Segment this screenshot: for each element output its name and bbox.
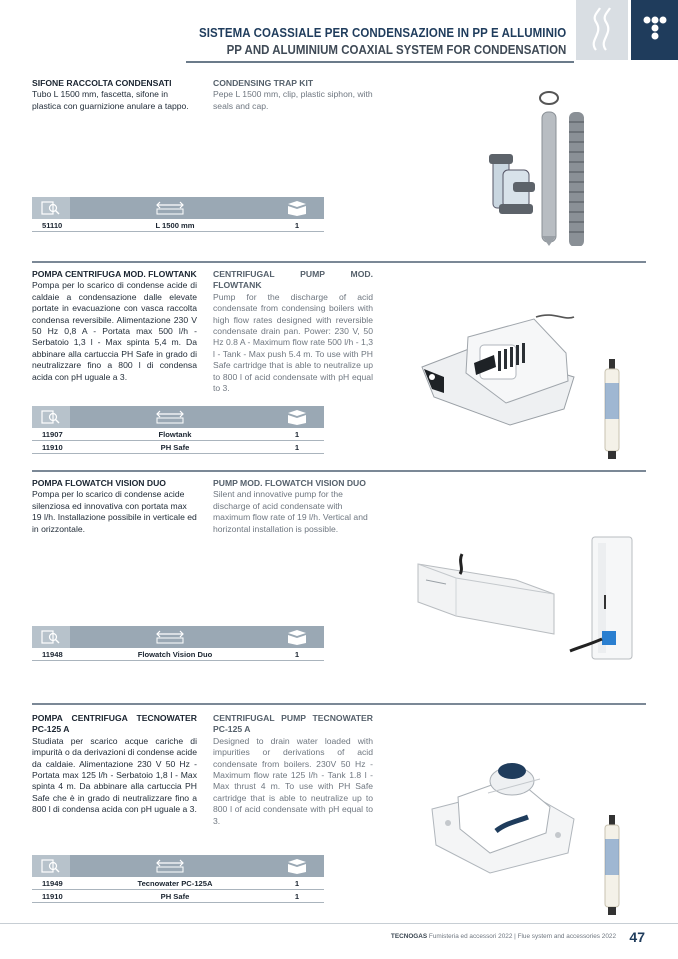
description-italian (32, 269, 197, 383)
product-section-flowtank (32, 269, 646, 459)
table-row (32, 877, 324, 890)
product-title-italian: POMPA CENTRIFUGA TECNOWATER PC-125 A (32, 713, 197, 735)
description-english (213, 78, 373, 112)
product-title-english: CENTRIFUGAL PUMP MOD. FLOWTANK (213, 269, 373, 291)
footer-brand: TECNOGAS (390, 933, 428, 940)
product-table (32, 197, 324, 232)
row-quantity: 1 (294, 220, 300, 230)
footer-catalog-title: Fumisteria ed accessori 2022 | Flue system and accessories 2022 (428, 933, 616, 940)
product-title-english: CENTRIFUGAL PUMP TECNOWATER PC-125 A (213, 713, 373, 735)
header-titles (167, 26, 566, 57)
flowatch-vertical-image (568, 535, 634, 661)
product-desc-italian: Pompa per lo scarico di condense acide silenziosa ed innovativa con portata max 19 l/h. Installazione possibile in verticale ed in orizzontale. (32, 489, 197, 534)
page-title-italian: SISTEMA COASSIALE PER CONDENSAZIONE IN PP E ALLUMINIO (198, 26, 566, 40)
row-description: L 1500 mm (155, 220, 195, 230)
brand-dots-logo (631, 0, 678, 60)
product-section-trap-kit (32, 78, 646, 238)
product-table (32, 855, 324, 903)
row-quantity: 1 (294, 878, 300, 888)
table-header (32, 855, 324, 877)
product-title-italian: SIFONE RACCOLTA CONDENSATI (32, 78, 172, 88)
length-measure-icon (155, 630, 185, 644)
product-desc-italian: Tubo L 1500 mm, fascetta, sifone in plastica con guarnizione anulare a tappo. (32, 89, 189, 111)
page-number: 47 (629, 929, 645, 945)
length-measure-icon (155, 410, 185, 424)
section-divider (32, 470, 646, 472)
flowatch-horizontal-image (416, 544, 558, 640)
row-description: Tecnowater PC-125A (137, 878, 213, 888)
row-description: PH Safe (160, 442, 190, 452)
section-divider (32, 261, 646, 263)
section-divider (32, 703, 646, 705)
ph-safe-cartridge-image (600, 815, 624, 915)
description-english (213, 478, 373, 535)
table-row (32, 890, 324, 903)
table-row (32, 648, 324, 661)
product-code-icon (41, 409, 61, 425)
product-table (32, 406, 324, 454)
product-desc-english: Silent and innovative pump for the discharge of acid condensate with maximum flow rate of 19 l/h. Vertical and horizontal installation is possible. (213, 489, 368, 534)
product-title-english: PUMP MOD. FLOWATCH VISION DUO (213, 478, 366, 488)
product-code-icon (41, 629, 61, 645)
row-quantity: 1 (294, 891, 300, 901)
table-header (32, 406, 324, 428)
row-code: 11949 (42, 878, 63, 888)
row-quantity: 1 (294, 649, 300, 659)
flowtank-pump-image (414, 297, 579, 427)
table-header (32, 626, 324, 648)
product-code-icon (41, 858, 61, 874)
row-quantity: 1 (294, 442, 300, 452)
product-table (32, 626, 324, 661)
section-icon-box (576, 0, 628, 60)
row-description: PH Safe (160, 891, 190, 901)
package-quantity-icon (286, 629, 308, 645)
product-title-english: CONDENSING TRAP KIT (213, 78, 314, 88)
description-italian (32, 78, 197, 112)
row-quantity: 1 (294, 429, 300, 439)
condensing-trap-kit-image (485, 86, 645, 246)
description-italian (32, 478, 197, 535)
footer-rule (0, 923, 678, 924)
length-measure-icon (155, 201, 185, 215)
product-desc-english: Pump for the discharge of acid condensate from condensing boilers with high flow rates designed with reversible condensate drain pan. Power: 230 V, 50 Hz 0.8 A - Maximum flow rate 500 l/h - 1,3 l - Tank - Max push 5.4 m. To use with PH Safe cartridge that is able to neutralize up to 800 l of acid condensate with pH equal to 3. (213, 291, 373, 394)
package-quantity-icon (286, 409, 308, 425)
product-section-flowatch (32, 478, 646, 668)
length-measure-icon (155, 859, 185, 873)
description-english (213, 269, 373, 394)
product-desc-italian: Studiata per scarico acque cariche di impurità o da derivazioni di condense acide da caldaie. Alimentazione 230 V 50 Hz - Portata max 125 l/h - Serbatoio 1,8 l - Max spinta 4 m. Da abbinare alla cartuccia PH Safe che è in grado di neutralizzare fino a 800 l di condensa acida con pH uguale a 3. (32, 735, 197, 815)
package-quantity-icon (286, 858, 308, 874)
row-description: Flowtank (158, 429, 192, 439)
page-title-english: PP AND ALUMINIUM COAXIAL SYSTEM FOR CONDENSATION (226, 43, 566, 57)
product-desc-english: Designed to drain water loaded with impurities or derivations of acid condensate from boilers. 230V 50 Hz - Maximum flow rate 125 l/h - Tank 1.8 l - Max thrust 4 m. To use with PH Safe cartridge that is able to neutralize up to 800 l of acid condensate with pH equal to 3. (213, 735, 373, 826)
flue-smoke-icon (576, 0, 628, 60)
product-desc-italian: Pompa per lo scarico di condense acide di caldaie a condensazione dalle elevate portate in evacuazione con vasca raccolta condensa reversibile. Alimentazione 230 V 50 Hz 0,8 A - Portata max 500 l/h - Serbatoio 1,3 l - Max spinta 5,4 m. Da abbinare alla cartuccia PH Safe in grado di neutralizzare fino a 800 l di condensa acida con pH uguale a 3. (32, 280, 197, 382)
table-row (32, 428, 324, 441)
product-title-italian: POMPA FLOWATCH VISION DUO (32, 478, 166, 488)
header-rule (186, 61, 574, 63)
table-row (32, 219, 324, 232)
brand-logo-box (631, 0, 678, 60)
row-description: Flowatch Vision Duo (137, 649, 213, 659)
row-code: 11910 (42, 442, 63, 452)
package-quantity-icon (286, 200, 308, 216)
row-code: 11948 (42, 649, 63, 659)
page-header (0, 0, 678, 64)
table-row (32, 441, 324, 454)
row-code: 11907 (42, 429, 63, 439)
description-italian (32, 713, 197, 816)
ph-safe-cartridge-image (600, 359, 624, 459)
row-code: 11910 (42, 891, 63, 901)
product-section-tecnowater (32, 713, 646, 918)
table-header (32, 197, 324, 219)
footer-caption (391, 933, 616, 940)
tecnowater-pump-image (428, 757, 578, 875)
product-title-italian: POMPA CENTRIFUGA MOD. FLOWTANK (32, 269, 197, 279)
product-desc-english: Pepe L 1500 mm, clip, plastic siphon, with seals and cap. (213, 89, 373, 111)
product-code-icon (41, 200, 61, 216)
description-english (213, 713, 373, 827)
row-code: 51110 (42, 220, 63, 230)
